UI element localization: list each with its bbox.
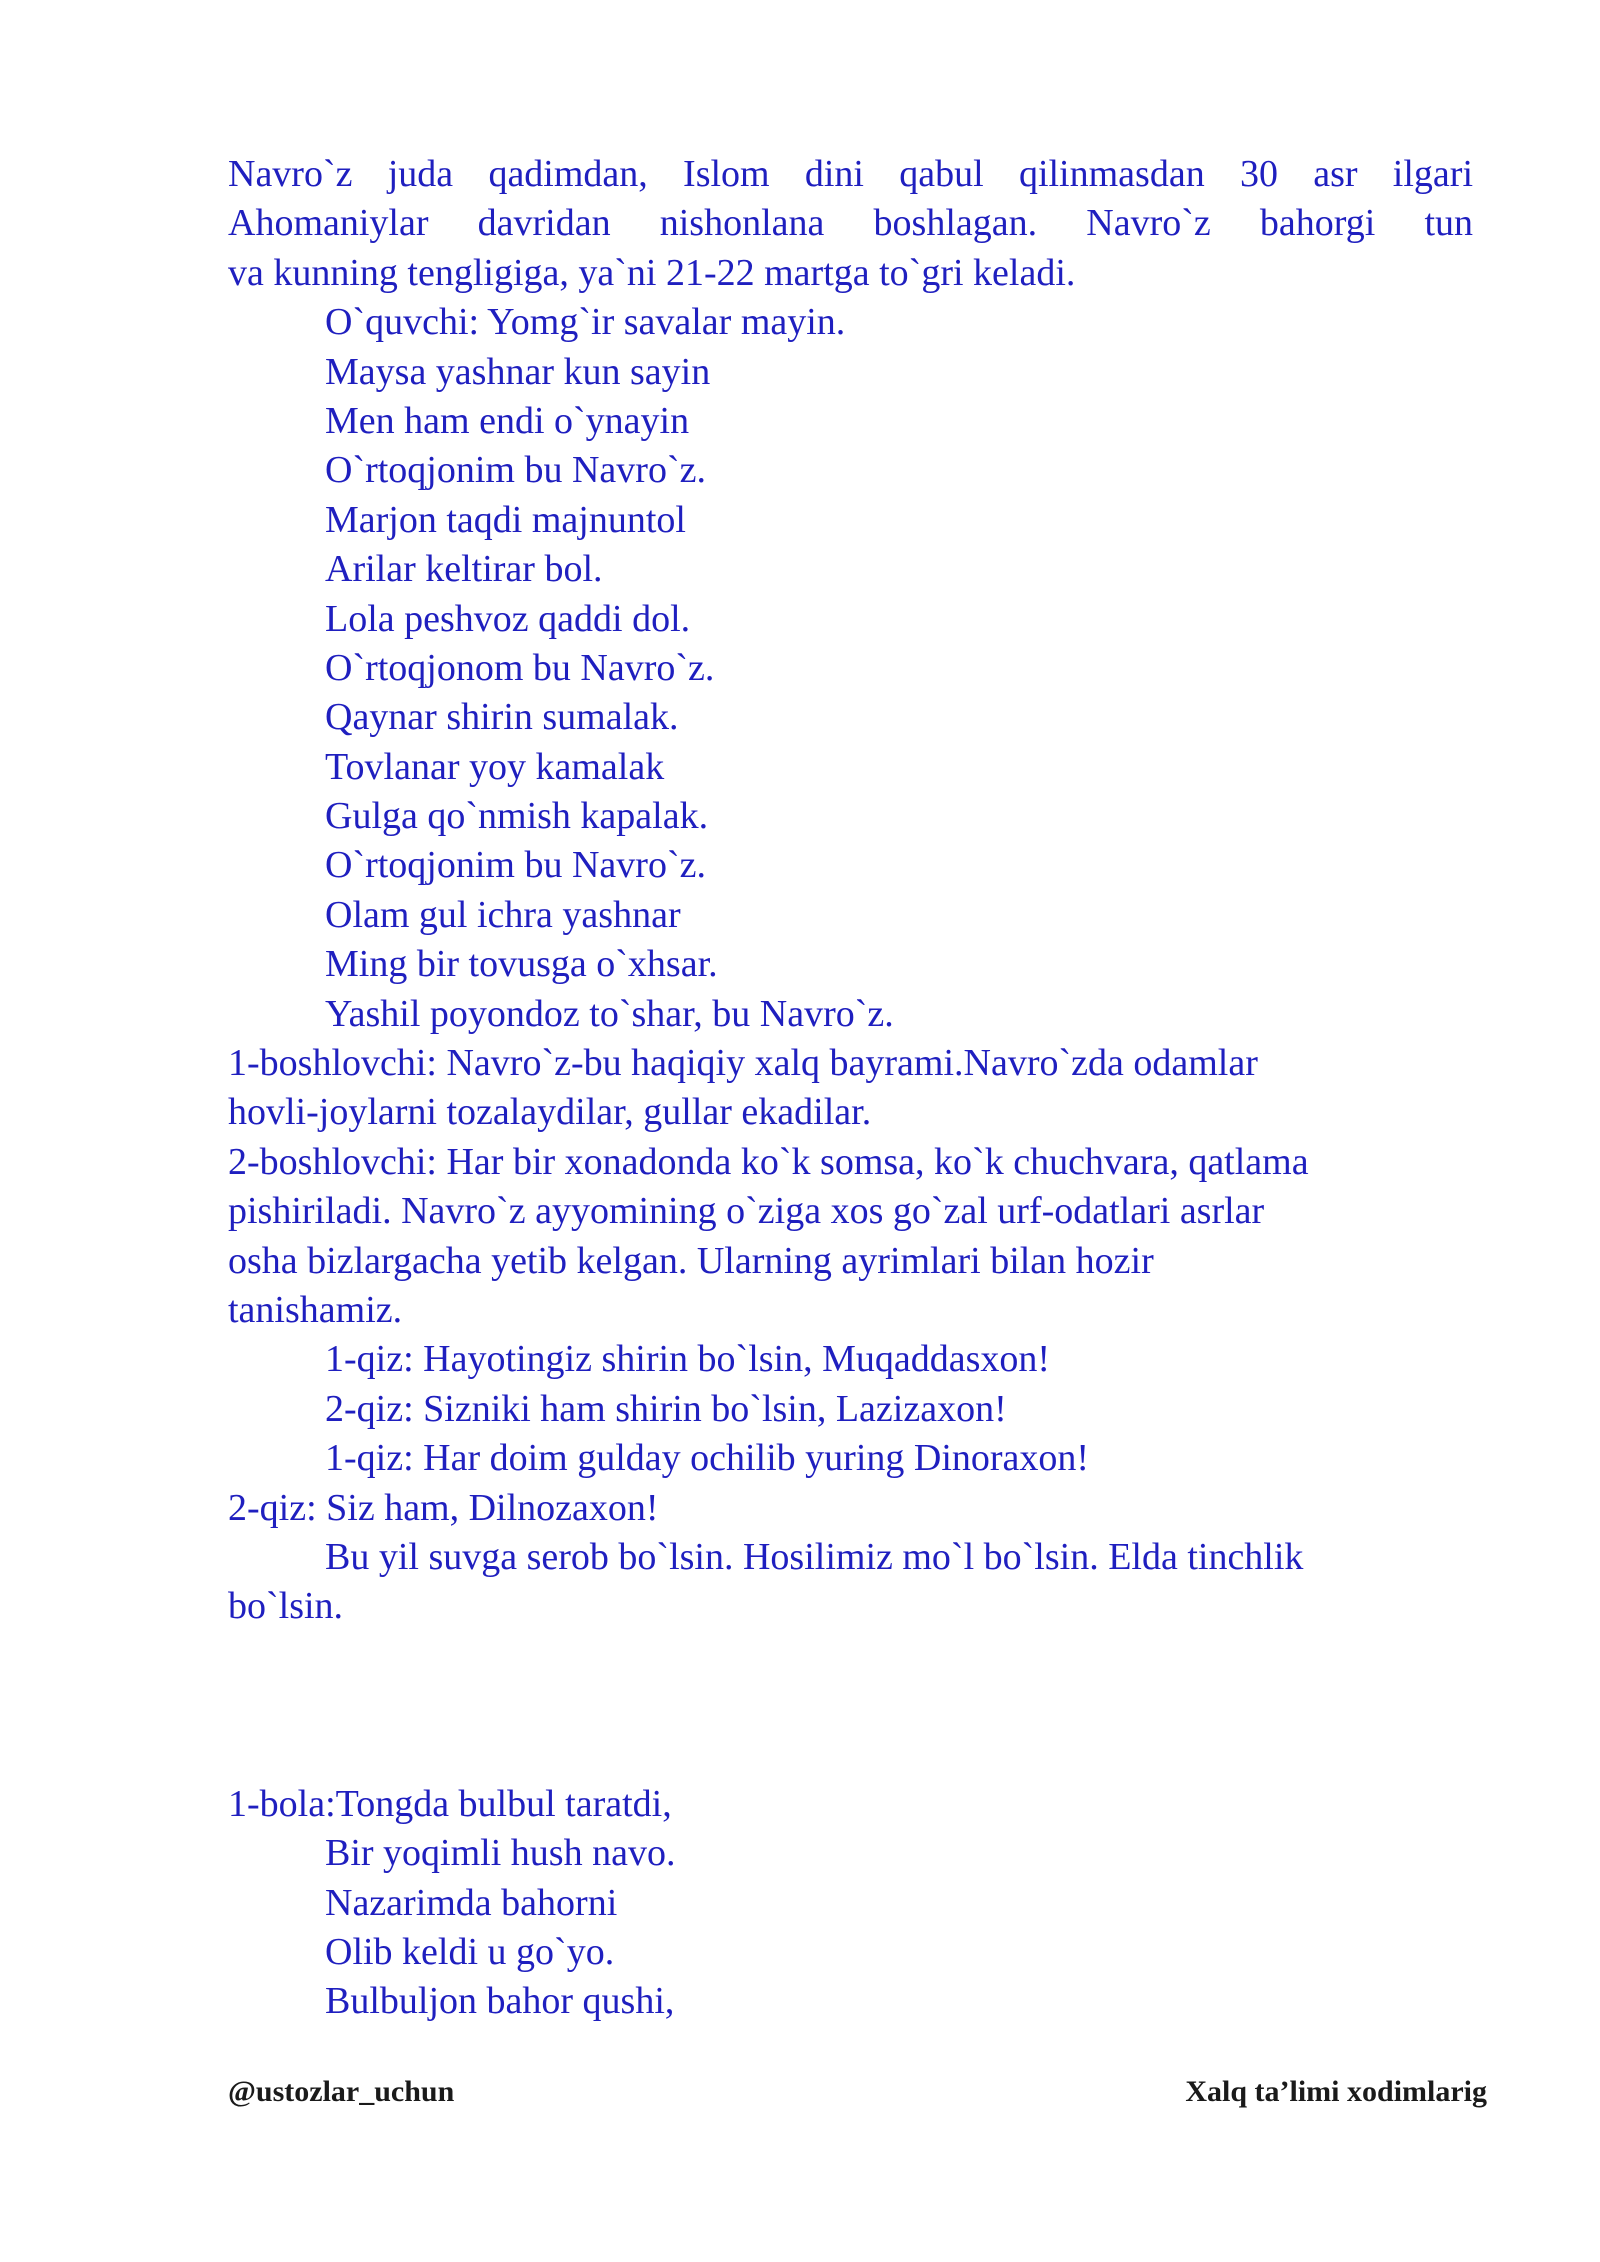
poem-line: Yashil poyondoz to`shar, bu Navro`z. xyxy=(325,992,894,1035)
poem-line: Ming bir tovusga o`xhsar. xyxy=(325,943,718,986)
text-line: 2-boshlovchi: Har bir xonadonda ko`k somsa, ko`k chuchvara, qatlama xyxy=(228,1140,1309,1183)
footer-channel-handle: @ustozlar_uchun xyxy=(228,2075,455,2108)
poem-line: Qaynar shirin sumalak. xyxy=(325,696,679,739)
text-line: va kunning tengligiga, ya`ni 21-22 martga to`gri keladi. xyxy=(228,251,1076,294)
poem-line: Olib keldi u go`yo. xyxy=(325,1931,615,1974)
text-line: pishiriladi. Navro`z ayyomining o`ziga xos go`zal urf-odatlari asrlar xyxy=(228,1190,1265,1233)
blank-line xyxy=(228,1731,1473,1780)
text-line: Navro`z juda qadimdan, Islom dini qabul qilinmasdan 30 asr ilgari xyxy=(228,153,1473,195)
blank-line xyxy=(228,1681,1473,1730)
poem-line: O`rtoqjonim bu Navro`z. xyxy=(325,449,706,492)
dialogue-line: 2-qiz: Siz ham, Dilnozaxon! xyxy=(228,1486,659,1529)
poem-line: Olam gul ichra yashnar xyxy=(325,893,681,936)
blank-line xyxy=(228,1632,1473,1681)
text-line: osha bizlargacha yetib kelgan. Ularning ayrimlari bilan hozir xyxy=(228,1239,1154,1282)
poem-line: Maysa yashnar kun sayin xyxy=(325,350,711,393)
dialogue-line: 2-qiz: Sizniki ham shirin bo`lsin, Lazizaxon! xyxy=(325,1387,1007,1430)
text-line: Ahomaniylar davridan nishonlana boshlagan. Navro`z bahorgi tun xyxy=(228,202,1473,245)
dialogue-line: 1-qiz: Har doim gulday ochilib yuring Dinoraxon! xyxy=(325,1437,1090,1480)
poem-line: Marjon taqdi majnuntol xyxy=(325,498,686,541)
poem-line: Men ham endi o`ynayin xyxy=(325,399,690,442)
footer-channel-title: Xalq ta’limi xodimlarig xyxy=(1185,2075,1487,2108)
poem-line: Lola peshvoz qaddi dol. xyxy=(325,597,691,640)
poem-line: O`quvchi: Yomg`ir savalar mayin. xyxy=(325,301,846,344)
poem-line: Tovlanar yoy kamalak xyxy=(325,745,665,788)
poem-line: 1-bola:Tongda bulbul taratdi, xyxy=(228,1782,672,1825)
text-line: 1-boshlovchi: Navro`z-bu haqiqiy xalq bayrami.Navro`zda odamlar xyxy=(228,1042,1258,1085)
poem-line: O`rtoqjonim bu Navro`z. xyxy=(325,844,706,887)
poem-line: Arilar keltirar bol. xyxy=(325,548,603,591)
poem-line: Gulga qo`nmish kapalak. xyxy=(325,795,709,838)
text-line: tanishamiz. xyxy=(228,1288,403,1331)
text-line: hovli-joylarni tozalaydilar, gullar ekadilar. xyxy=(228,1091,872,1134)
poem-line: Nazarimda bahorni xyxy=(325,1881,618,1924)
dialogue-line: 1-qiz: Hayotingiz shirin bo`lsin, Muqaddasxon! xyxy=(325,1338,1051,1381)
poem-line: O`rtoqjonom bu Navro`z. xyxy=(325,646,715,689)
document-body xyxy=(228,150,1473,2027)
poem-line: Bir yoqimli hush navo. xyxy=(325,1832,676,1875)
poem-line: Bulbuljon bahor qushi, xyxy=(325,1980,675,2023)
text-line: bo`lsin. xyxy=(228,1585,344,1628)
text-line: Bu yil suvga serob bo`lsin. Hosilimiz mo`l bo`lsin. Elda tinchlik xyxy=(325,1535,1304,1578)
